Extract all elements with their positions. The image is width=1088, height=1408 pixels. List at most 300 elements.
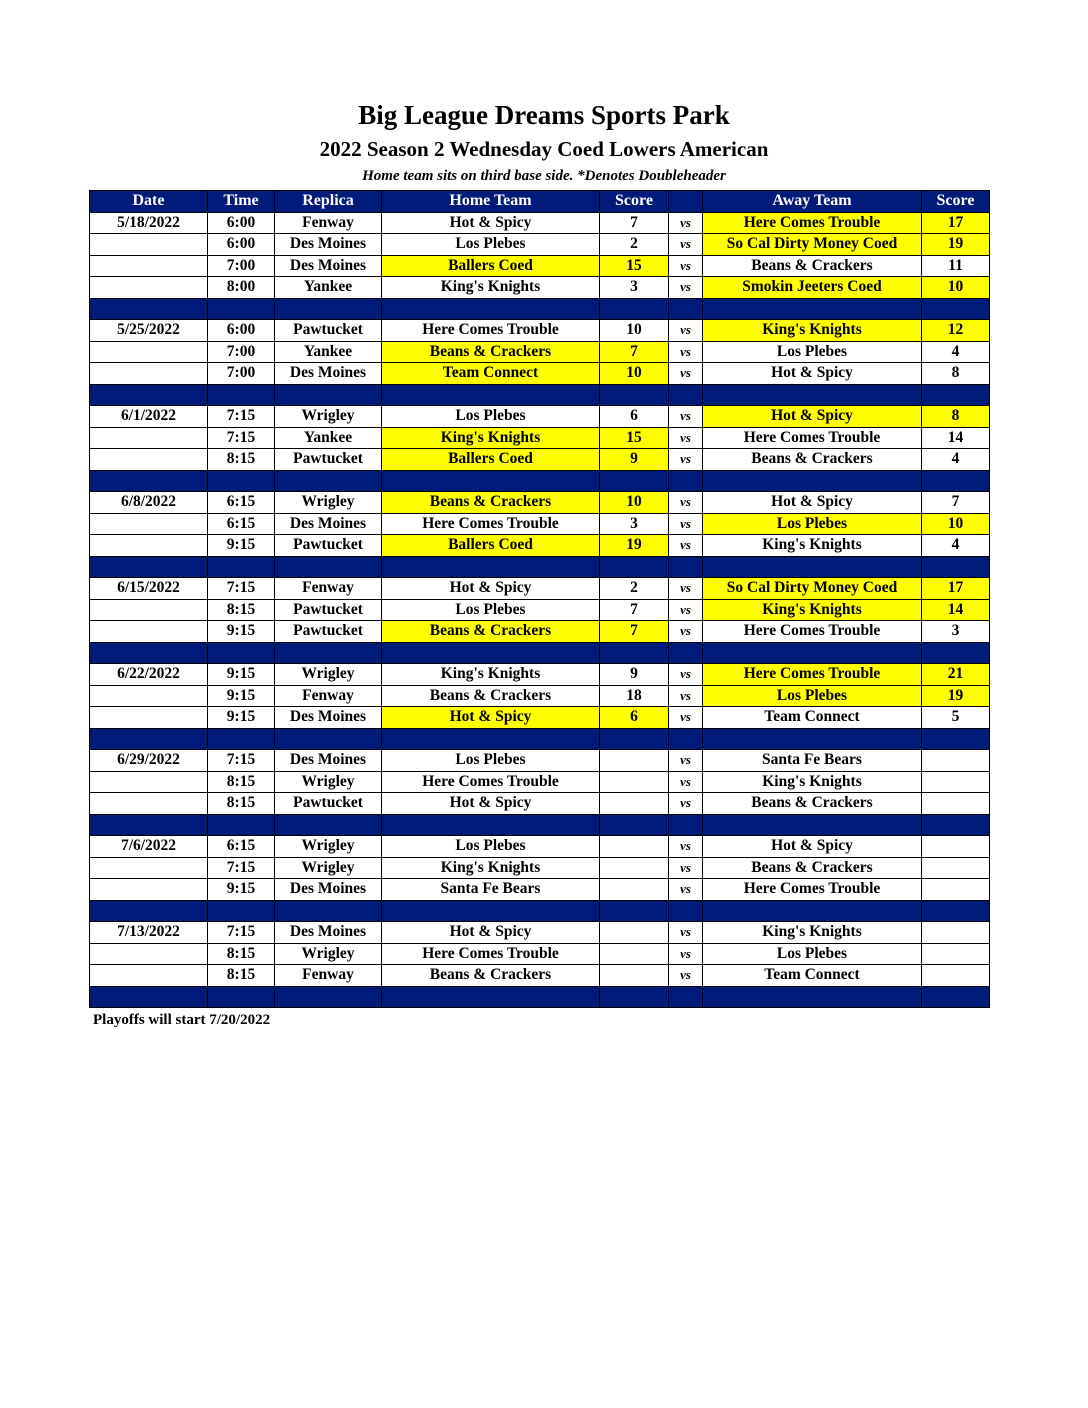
game-replica: Des Moines xyxy=(275,879,382,901)
game-row xyxy=(90,234,990,256)
vs-label: vs xyxy=(669,707,703,729)
game-replica: Wrigley xyxy=(275,857,382,879)
game-time: 8:15 xyxy=(208,449,275,471)
separator-cell xyxy=(600,814,669,836)
home-score: 15 xyxy=(600,255,669,277)
away-score xyxy=(922,750,990,772)
vs-label: vs xyxy=(669,965,703,987)
playoffs-note: Playoffs will start 7/20/2022 xyxy=(93,1012,271,1028)
game-replica: Pawtucket xyxy=(275,449,382,471)
week-separator-row xyxy=(90,556,990,578)
home-score: 7 xyxy=(600,621,669,643)
game-row xyxy=(90,943,990,965)
vs-label: vs xyxy=(669,212,703,234)
away-team: Los Plebes xyxy=(703,685,922,707)
separator-cell xyxy=(90,470,208,492)
game-replica: Wrigley xyxy=(275,771,382,793)
home-team: Los Plebes xyxy=(382,406,600,428)
game-replica: Wrigley xyxy=(275,943,382,965)
game-replica: Pawtucket xyxy=(275,535,382,557)
separator-cell xyxy=(703,986,922,1008)
separator-cell xyxy=(600,642,669,664)
vs-label: vs xyxy=(669,363,703,385)
game-row xyxy=(90,857,990,879)
separator-cell xyxy=(382,728,600,750)
home-score: 18 xyxy=(600,685,669,707)
away-team: Beans & Crackers xyxy=(703,857,922,879)
separator-cell xyxy=(275,642,382,664)
vs-label: vs xyxy=(669,406,703,428)
game-date: 5/25/2022 xyxy=(90,320,208,342)
vs-label: vs xyxy=(669,750,703,772)
home-score: 7 xyxy=(600,212,669,234)
home-team: Beans & Crackers xyxy=(382,492,600,514)
game-date xyxy=(90,234,208,256)
game-row xyxy=(90,922,990,944)
home-team: Ballers Coed xyxy=(382,255,600,277)
separator-cell xyxy=(669,384,703,406)
home-team: Santa Fe Bears xyxy=(382,879,600,901)
home-team: Team Connect xyxy=(382,363,600,385)
game-time: 7:00 xyxy=(208,363,275,385)
separator-cell xyxy=(703,470,922,492)
vs-label: vs xyxy=(669,578,703,600)
separator-cell xyxy=(922,642,990,664)
home-team: Here Comes Trouble xyxy=(382,943,600,965)
away-score: 11 xyxy=(922,255,990,277)
separator-cell xyxy=(600,556,669,578)
vs-label: vs xyxy=(669,664,703,686)
home-team: Hot & Spicy xyxy=(382,578,600,600)
separator-cell xyxy=(600,900,669,922)
col-header-vs xyxy=(669,191,703,213)
home-score: 6 xyxy=(600,406,669,428)
page-subtitle: 2022 Season 2 Wednesday Coed Lowers American xyxy=(319,137,769,161)
home-team: Here Comes Trouble xyxy=(382,513,600,535)
game-row xyxy=(90,707,990,729)
separator-cell xyxy=(922,298,990,320)
game-row xyxy=(90,836,990,858)
away-score xyxy=(922,793,990,815)
vs-label: vs xyxy=(669,255,703,277)
game-date xyxy=(90,535,208,557)
separator-cell xyxy=(669,556,703,578)
game-replica: Wrigley xyxy=(275,664,382,686)
home-team: Los Plebes xyxy=(382,750,600,772)
game-time: 8:15 xyxy=(208,771,275,793)
game-replica: Des Moines xyxy=(275,922,382,944)
game-date: 7/6/2022 xyxy=(90,836,208,858)
game-replica: Pawtucket xyxy=(275,599,382,621)
separator-cell xyxy=(275,470,382,492)
home-score xyxy=(600,836,669,858)
away-score xyxy=(922,836,990,858)
away-score: 8 xyxy=(922,363,990,385)
home-score xyxy=(600,750,669,772)
home-score: 2 xyxy=(600,578,669,600)
game-row xyxy=(90,449,990,471)
header-row xyxy=(90,191,990,213)
col-header-away-team: Away Team xyxy=(703,191,922,213)
home-score xyxy=(600,771,669,793)
col-header-time: Time xyxy=(208,191,275,213)
away-team: So Cal Dirty Money Coed xyxy=(703,234,922,256)
game-date xyxy=(90,965,208,987)
home-team: Hot & Spicy xyxy=(382,707,600,729)
game-replica: Yankee xyxy=(275,427,382,449)
game-time: 6:00 xyxy=(208,320,275,342)
vs-label: vs xyxy=(669,685,703,707)
away-team: Beans & Crackers xyxy=(703,793,922,815)
separator-cell xyxy=(208,642,275,664)
game-date: 5/18/2022 xyxy=(90,212,208,234)
away-team: King's Knights xyxy=(703,599,922,621)
home-score xyxy=(600,922,669,944)
game-replica: Wrigley xyxy=(275,406,382,428)
week-separator-row xyxy=(90,986,990,1008)
separator-cell xyxy=(669,298,703,320)
separator-cell xyxy=(90,728,208,750)
game-row xyxy=(90,513,990,535)
away-team: Santa Fe Bears xyxy=(703,750,922,772)
separator-cell xyxy=(90,556,208,578)
game-row xyxy=(90,427,990,449)
game-time: 7:15 xyxy=(208,922,275,944)
away-team: Los Plebes xyxy=(703,943,922,965)
separator-cell xyxy=(669,986,703,1008)
home-score xyxy=(600,879,669,901)
separator-cell xyxy=(669,470,703,492)
game-time: 9:15 xyxy=(208,621,275,643)
col-header-away-score: Score xyxy=(922,191,990,213)
home-score: 10 xyxy=(600,320,669,342)
game-row xyxy=(90,879,990,901)
separator-cell xyxy=(922,556,990,578)
home-team: Beans & Crackers xyxy=(382,621,600,643)
home-score: 10 xyxy=(600,363,669,385)
game-replica: Wrigley xyxy=(275,492,382,514)
game-time: 8:00 xyxy=(208,277,275,299)
away-score: 17 xyxy=(922,578,990,600)
away-team: Smokin Jeeters Coed xyxy=(703,277,922,299)
separator-cell xyxy=(275,728,382,750)
away-score: 5 xyxy=(922,707,990,729)
game-time: 6:00 xyxy=(208,212,275,234)
away-score: 8 xyxy=(922,406,990,428)
game-time: 6:00 xyxy=(208,234,275,256)
game-replica: Pawtucket xyxy=(275,621,382,643)
home-team: Beans & Crackers xyxy=(382,341,600,363)
away-score: 14 xyxy=(922,599,990,621)
game-date xyxy=(90,771,208,793)
game-date xyxy=(90,449,208,471)
away-team: Beans & Crackers xyxy=(703,255,922,277)
away-team: Hot & Spicy xyxy=(703,363,922,385)
separator-cell xyxy=(703,900,922,922)
away-team: Team Connect xyxy=(703,707,922,729)
away-score: 10 xyxy=(922,513,990,535)
home-team: Here Comes Trouble xyxy=(382,771,600,793)
separator-cell xyxy=(208,814,275,836)
game-time: 9:15 xyxy=(208,685,275,707)
game-time: 6:15 xyxy=(208,513,275,535)
away-team: Here Comes Trouble xyxy=(703,664,922,686)
separator-cell xyxy=(922,814,990,836)
vs-label: vs xyxy=(669,621,703,643)
separator-cell xyxy=(600,298,669,320)
game-replica: Fenway xyxy=(275,685,382,707)
away-team: Here Comes Trouble xyxy=(703,879,922,901)
game-row xyxy=(90,685,990,707)
week-separator-row xyxy=(90,814,990,836)
page-title: Big League Dreams Sports Park xyxy=(358,100,730,130)
separator-cell xyxy=(208,900,275,922)
separator-cell xyxy=(600,986,669,1008)
vs-label: vs xyxy=(669,449,703,471)
game-date xyxy=(90,427,208,449)
vs-label: vs xyxy=(669,492,703,514)
game-date: 6/22/2022 xyxy=(90,664,208,686)
vs-label: vs xyxy=(669,836,703,858)
away-score: 12 xyxy=(922,320,990,342)
game-time: 7:15 xyxy=(208,578,275,600)
separator-cell xyxy=(382,900,600,922)
away-score: 4 xyxy=(922,341,990,363)
game-row xyxy=(90,320,990,342)
game-date xyxy=(90,363,208,385)
game-date xyxy=(90,513,208,535)
away-team: Here Comes Trouble xyxy=(703,212,922,234)
separator-cell xyxy=(90,384,208,406)
game-replica: Wrigley xyxy=(275,836,382,858)
game-row xyxy=(90,535,990,557)
game-replica: Des Moines xyxy=(275,255,382,277)
home-score: 19 xyxy=(600,535,669,557)
home-score: 2 xyxy=(600,234,669,256)
home-score: 9 xyxy=(600,664,669,686)
away-score xyxy=(922,965,990,987)
game-row xyxy=(90,406,990,428)
separator-cell xyxy=(208,986,275,1008)
home-team: Los Plebes xyxy=(382,234,600,256)
game-time: 6:15 xyxy=(208,836,275,858)
separator-cell xyxy=(208,556,275,578)
separator-cell xyxy=(600,470,669,492)
vs-label: vs xyxy=(669,599,703,621)
game-row xyxy=(90,341,990,363)
home-team: King's Knights xyxy=(382,857,600,879)
game-date xyxy=(90,707,208,729)
separator-cell xyxy=(208,470,275,492)
separator-cell xyxy=(669,900,703,922)
separator-cell xyxy=(275,986,382,1008)
week-separator-row xyxy=(90,642,990,664)
game-replica: Pawtucket xyxy=(275,320,382,342)
game-time: 7:00 xyxy=(208,341,275,363)
away-score xyxy=(922,879,990,901)
home-team: Beans & Crackers xyxy=(382,685,600,707)
home-score xyxy=(600,857,669,879)
home-score: 3 xyxy=(600,277,669,299)
home-score xyxy=(600,793,669,815)
home-team: Hot & Spicy xyxy=(382,212,600,234)
separator-cell xyxy=(703,728,922,750)
home-score xyxy=(600,943,669,965)
away-team: Team Connect xyxy=(703,965,922,987)
separator-cell xyxy=(208,384,275,406)
game-date xyxy=(90,599,208,621)
away-score: 3 xyxy=(922,621,990,643)
game-replica: Des Moines xyxy=(275,750,382,772)
game-replica: Fenway xyxy=(275,578,382,600)
game-time: 7:15 xyxy=(208,406,275,428)
game-row xyxy=(90,578,990,600)
game-row xyxy=(90,664,990,686)
home-score: 3 xyxy=(600,513,669,535)
away-score: 19 xyxy=(922,685,990,707)
game-date: 6/8/2022 xyxy=(90,492,208,514)
vs-label: vs xyxy=(669,535,703,557)
away-team: Hot & Spicy xyxy=(703,836,922,858)
home-team: Ballers Coed xyxy=(382,535,600,557)
home-team: Beans & Crackers xyxy=(382,965,600,987)
game-replica: Des Moines xyxy=(275,363,382,385)
game-row xyxy=(90,277,990,299)
week-separator-row xyxy=(90,728,990,750)
home-team: King's Knights xyxy=(382,664,600,686)
game-row xyxy=(90,212,990,234)
vs-label: vs xyxy=(669,234,703,256)
separator-cell xyxy=(922,728,990,750)
vs-label: vs xyxy=(669,857,703,879)
separator-cell xyxy=(382,470,600,492)
away-score: 4 xyxy=(922,449,990,471)
game-date: 7/13/2022 xyxy=(90,922,208,944)
vs-label: vs xyxy=(669,793,703,815)
game-time: 9:15 xyxy=(208,664,275,686)
game-time: 9:15 xyxy=(208,879,275,901)
home-team: Ballers Coed xyxy=(382,449,600,471)
separator-cell xyxy=(90,814,208,836)
separator-cell xyxy=(208,298,275,320)
home-team: Los Plebes xyxy=(382,836,600,858)
game-date xyxy=(90,255,208,277)
game-date xyxy=(90,793,208,815)
away-score: 21 xyxy=(922,664,990,686)
game-time: 9:15 xyxy=(208,535,275,557)
away-team: Hot & Spicy xyxy=(703,406,922,428)
separator-cell xyxy=(382,556,600,578)
separator-cell xyxy=(382,298,600,320)
home-score xyxy=(600,965,669,987)
away-team: King's Knights xyxy=(703,771,922,793)
separator-cell xyxy=(90,900,208,922)
game-replica: Fenway xyxy=(275,212,382,234)
away-team: King's Knights xyxy=(703,922,922,944)
separator-cell xyxy=(703,642,922,664)
game-row xyxy=(90,750,990,772)
away-score xyxy=(922,857,990,879)
game-replica: Yankee xyxy=(275,277,382,299)
separator-cell xyxy=(275,814,382,836)
game-date xyxy=(90,857,208,879)
separator-cell xyxy=(382,384,600,406)
separator-cell xyxy=(208,728,275,750)
week-separator-row xyxy=(90,900,990,922)
col-header-date: Date xyxy=(90,191,208,213)
separator-cell xyxy=(90,642,208,664)
home-team: Here Comes Trouble xyxy=(382,320,600,342)
separator-cell xyxy=(922,470,990,492)
game-time: 8:15 xyxy=(208,793,275,815)
away-team: Here Comes Trouble xyxy=(703,427,922,449)
schedule-body xyxy=(90,212,990,1008)
separator-cell xyxy=(382,814,600,836)
game-date xyxy=(90,341,208,363)
separator-cell xyxy=(669,814,703,836)
separator-cell xyxy=(90,986,208,1008)
game-replica: Des Moines xyxy=(275,513,382,535)
away-team: Here Comes Trouble xyxy=(703,621,922,643)
separator-cell xyxy=(600,384,669,406)
vs-label: vs xyxy=(669,320,703,342)
game-time: 7:15 xyxy=(208,857,275,879)
vs-label: vs xyxy=(669,943,703,965)
game-row xyxy=(90,965,990,987)
week-separator-row xyxy=(90,384,990,406)
game-date: 6/15/2022 xyxy=(90,578,208,600)
away-team: King's Knights xyxy=(703,320,922,342)
home-team: King's Knights xyxy=(382,427,600,449)
vs-label: vs xyxy=(669,277,703,299)
vs-label: vs xyxy=(669,513,703,535)
game-date: 6/1/2022 xyxy=(90,406,208,428)
away-team: So Cal Dirty Money Coed xyxy=(703,578,922,600)
game-date xyxy=(90,879,208,901)
vs-label: vs xyxy=(669,922,703,944)
vs-label: vs xyxy=(669,341,703,363)
separator-cell xyxy=(703,298,922,320)
game-replica: Des Moines xyxy=(275,234,382,256)
home-score: 7 xyxy=(600,341,669,363)
separator-cell xyxy=(703,556,922,578)
separator-cell xyxy=(382,642,600,664)
game-row xyxy=(90,793,990,815)
away-score: 7 xyxy=(922,492,990,514)
separator-cell xyxy=(922,986,990,1008)
game-time: 6:15 xyxy=(208,492,275,514)
separator-cell xyxy=(275,384,382,406)
game-time: 8:15 xyxy=(208,943,275,965)
col-header-replica: Replica xyxy=(275,191,382,213)
game-replica: Yankee xyxy=(275,341,382,363)
separator-cell xyxy=(275,900,382,922)
away-score: 19 xyxy=(922,234,990,256)
game-replica: Pawtucket xyxy=(275,793,382,815)
separator-cell xyxy=(600,728,669,750)
separator-cell xyxy=(669,728,703,750)
game-date xyxy=(90,685,208,707)
schedule-table xyxy=(89,190,990,1008)
separator-cell xyxy=(703,384,922,406)
separator-cell xyxy=(90,298,208,320)
away-score: 17 xyxy=(922,212,990,234)
col-header-home-team: Home Team xyxy=(382,191,600,213)
vs-label: vs xyxy=(669,771,703,793)
away-score xyxy=(922,771,990,793)
away-team: Los Plebes xyxy=(703,513,922,535)
separator-cell xyxy=(382,986,600,1008)
